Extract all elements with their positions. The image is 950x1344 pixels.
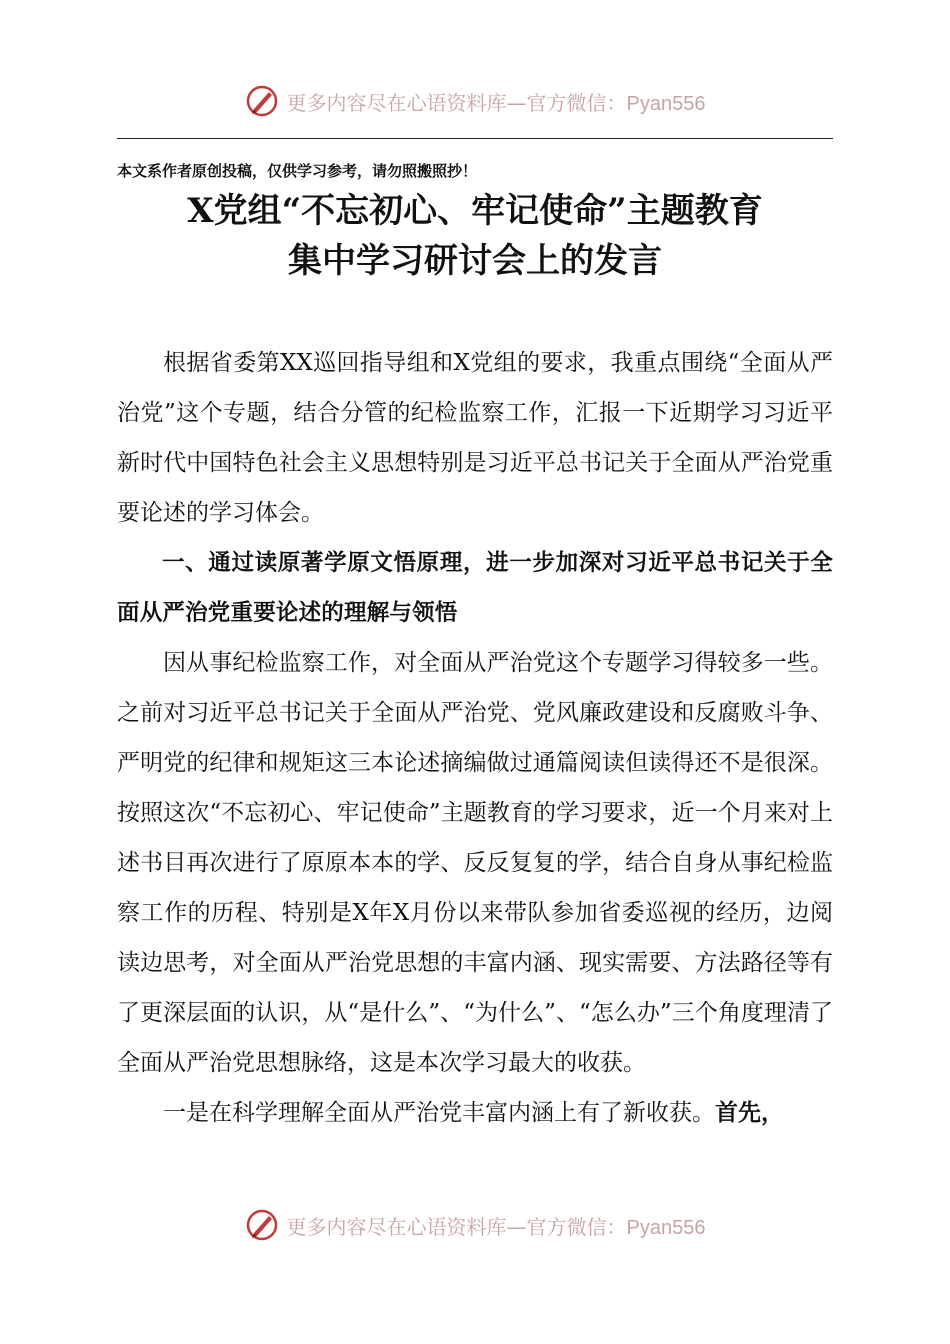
intro-paragraph: 根据省委第XX巡回指导组和X党组的要求，我重点围绕“全面从严治党”这个专题，结合分管的纪检监察工作，汇报一下近期学习习近平新时代中国特色社会主义思想特别是习近平总书记关于全面从严治党重要论述的学习体会。 bbox=[117, 350, 833, 526]
title-line-2: 集中学习研讨会上的发言 bbox=[288, 241, 662, 281]
pen-logo-icon bbox=[245, 84, 279, 118]
watermark-text: 更多内容尽在心语资料库—官方微信：Pyan556 bbox=[286, 1214, 706, 1239]
paragraph-1: 因从事纪检监察工作，对全面从严治党这个专题学习得较多一些。之前对习近平总书记关于全面从严治党、党风廉政建设和反腐败斗争、严明党的纪律和规矩这三本论述摘编做过通篇阅读但读得还不是很深。按照这次“不忘初心、牢记使命”主题教育的学习要求，近一个月来对上述书目再次进行了原原本本的学、反反复复的学，结合自身从事纪检监察工作的历程、特别是X年X月份以来带队参加省委巡视的经历，边阅读边思考，对全面从严治党思想的丰富内涵、现实需要、方法路径等有了更深层面的认识，从“是什么”、“为什么”、“怎么办”三个角度理清了全面从严治党思想脉络，这是本次学习最大的收获。 bbox=[117, 650, 833, 1076]
document-title bbox=[117, 186, 833, 286]
title-line-1: X党组“不忘初心、牢记使命”主题教育 bbox=[187, 191, 763, 231]
pen-logo-icon bbox=[245, 1208, 279, 1242]
section-heading-1: 一、通过读原著学原文悟原理，进一步加深对习近平总书记关于全面从严治党重要论述的理解与领悟 bbox=[117, 550, 833, 626]
copyright-notice: 本文系作者原创投稿，仅供学习参考，请勿照搬照抄！ bbox=[117, 162, 478, 180]
header-rule bbox=[117, 138, 833, 139]
watermark-footer bbox=[0, 1208, 950, 1242]
paragraph-2: 一是在科学理解全面从严治党丰富内涵上有了新收获。首先， bbox=[163, 1099, 784, 1126]
watermark-text: 更多内容尽在心语资料库—官方微信：Pyan556 bbox=[286, 90, 706, 115]
document-body bbox=[117, 338, 833, 1138]
watermark-header bbox=[0, 84, 950, 118]
